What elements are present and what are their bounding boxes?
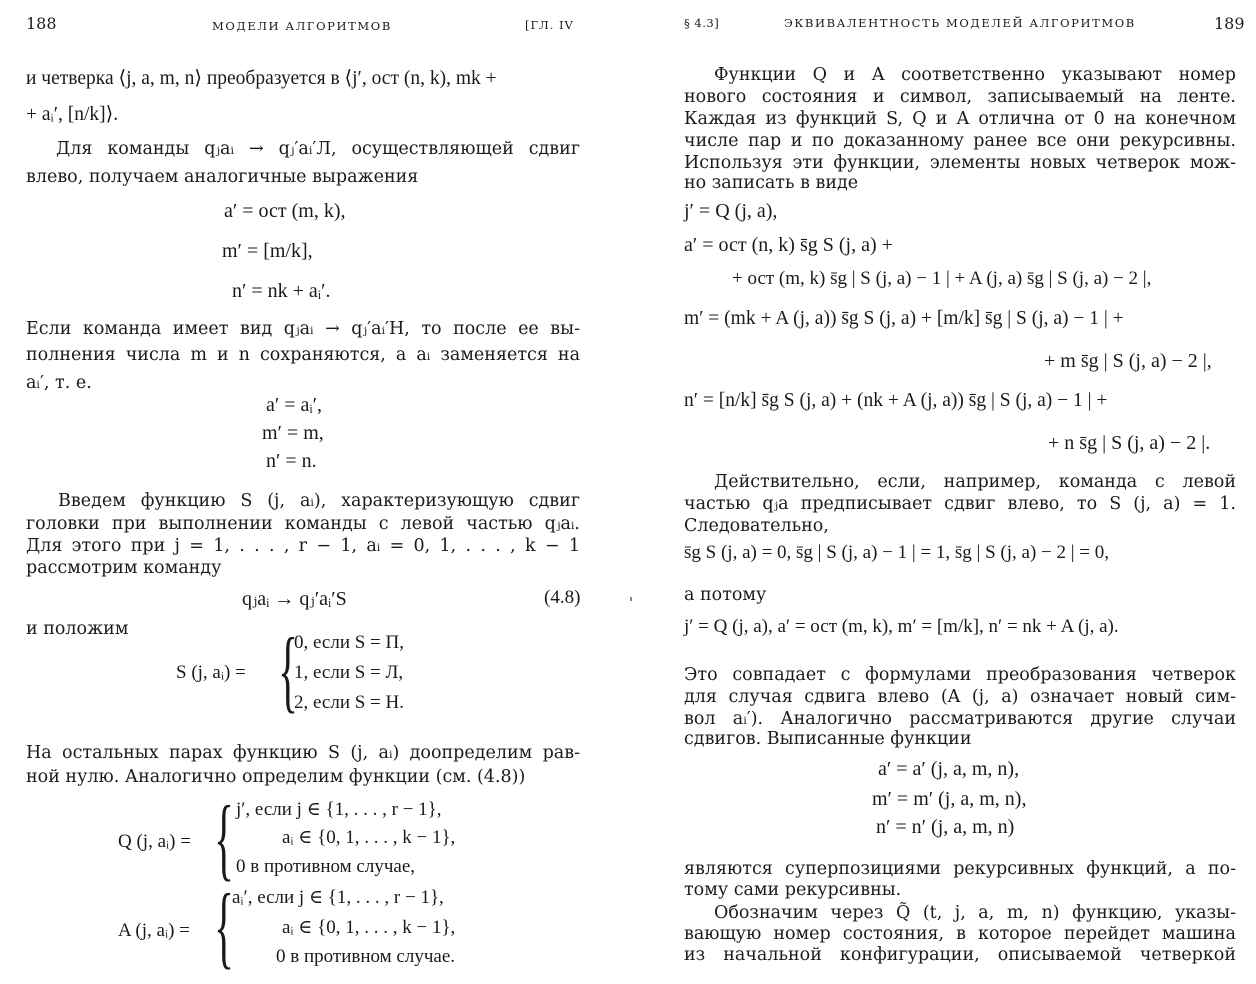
case-row: aᵢ′, если j ∈ {1, . . . , r − 1},	[232, 887, 444, 908]
case-row: 2, если S = Н.	[294, 692, 404, 713]
left-brace: {	[214, 875, 234, 977]
equation-result: j′ = Q (j, a), a′ = ост (m, k), m′ = [m/k], n′ = nk + A (j, a).	[684, 616, 1119, 637]
paragraph-line: влево, получаем аналогичные выражения	[26, 167, 419, 187]
equation-sg-values: s̄g S (j, a) = 0, s̄g | S (j, a) − 1 | = 1, s̄g | S (j, a) − 2 | = 0,	[684, 542, 1110, 563]
equation-m-prime: m′ = [m/k],	[222, 240, 313, 262]
intro-line-2: + aᵢ′, [n/k]⟩.	[26, 104, 119, 125]
paragraph-line: Действительно, если, например, команда с левой	[714, 472, 1236, 492]
equation-a-prime-line1: a′ = ост (n, k) s̄g S (j, a) +	[684, 234, 893, 256]
paragraph-line: вол aᵢ′). Аналогично рассматриваются другие случаи	[684, 709, 1236, 729]
equation-fm: m′ = m′ (j, a, m, n),	[872, 788, 1027, 810]
equation-n-prime-line1: n′ = [n/k] s̄̄g S (j, a) + (nk + A (j, a)) s̄g | S (j, a) − 1 | +	[684, 390, 1108, 411]
equation-j-prime: j′ = Q (j, a),	[684, 200, 778, 222]
case-row: aᵢ ∈ {0, 1, . . . , k − 1},	[282, 827, 456, 848]
paragraph-line: Это совпадает с формулами преобразования четверок	[684, 665, 1236, 685]
paragraph-line: головки при выполнении команды с левой частью qⱼaᵢ.	[26, 514, 580, 534]
running-head-right: ЭКВИВАЛЕНТНОСТЬ МОДЕЛЕЙ АЛГОРИТМОВ	[784, 16, 1136, 30]
paragraph-line: нового состояния и символ, записываемый на ленте.	[684, 87, 1236, 107]
page-number-right: 189	[1214, 14, 1245, 33]
para2-line	[714, 471, 1236, 493]
equation-h-a: a′ = aᵢ′,	[266, 394, 323, 416]
paragraph-line: Следовательно,	[684, 516, 829, 536]
equation-m-prime-line1: m′ = (mk + A (j, a)) s̄̄g S (j, a) + [m/k] s̄g | S (j, a) − 1 | +	[684, 308, 1124, 329]
chapter-ref: [ГЛ. IV	[525, 18, 574, 32]
para3-line	[684, 664, 1236, 686]
para5-line	[714, 902, 1236, 924]
paragraph-line: Каждая из функций S, Q и A отлична от 0 на конечном	[684, 109, 1236, 129]
paragraph-line: На остальных парах функцию S (j, aᵢ) доопределим рав-	[26, 743, 580, 763]
equation-n-prime-line2: + n s̄g | S (j, a) − 2 |.	[1048, 432, 1211, 454]
case-row: 0 в противном случае,	[236, 856, 415, 877]
paragraph-h-command-2	[26, 344, 580, 366]
para4-line	[684, 858, 1236, 880]
paragraph-line: вающую номер состояния, в которое перейдет машина	[684, 924, 1236, 944]
para5-line	[684, 923, 1236, 945]
paragraph-line: Если команда имеет вид qⱼaᵢ → qⱼ′aᵢ′Н, то после ее вы-	[26, 319, 580, 339]
paragraph-line: Введем функцию S (j, aᵢ), характеризующую сдвиг	[58, 491, 580, 511]
equation-a-prime: a′ = ост (m, k),	[224, 200, 346, 222]
paragraph-left-shift	[56, 138, 580, 160]
paragraph-line: тому сами рекурсивны.	[684, 880, 902, 900]
case-row: aᵢ ∈ {0, 1, . . . , k − 1},	[282, 917, 456, 938]
equation-4-8: qⱼaᵢ → qⱼ′aᵢ′S	[242, 588, 347, 610]
paragraph-line: ной нулю. Аналогично определим функции (см. (4.8))	[26, 767, 526, 787]
left-brace: {	[214, 787, 234, 889]
paragraph-line: но записать в виде	[684, 173, 859, 193]
paragraph-S-3	[26, 535, 580, 557]
para1-line	[684, 152, 1236, 174]
equation-fa: a′ = a′ (j, a, m, n),	[878, 758, 1020, 780]
para1-line	[684, 130, 1236, 152]
para3-line	[684, 686, 1236, 708]
case-row: 1, если S = Л,	[294, 662, 404, 683]
equation-h-n: n′ = n.	[266, 450, 317, 472]
para5-line	[684, 944, 1236, 966]
paragraph-line: для случая сдвига влево (A (j, a) означает новый сим-	[684, 687, 1236, 707]
para1-line	[684, 108, 1236, 130]
paragraph-line: сдвигов. Выписанные функции	[684, 729, 972, 749]
right-page	[628, 0, 1256, 984]
running-head-left: МОДЕЛИ АЛГОРИТМОВ	[212, 19, 392, 33]
thus-label: а потому	[684, 585, 767, 605]
paragraph-line: из начальной конфигурации, описываемой четверкой	[684, 945, 1236, 965]
para1-line	[684, 86, 1236, 108]
equation-m-prime-line2: + m s̄g | S (j, a) − 2 |,	[1044, 350, 1212, 372]
paragraph-line: числе пар и по доказанному ранее все они рекурсивны.	[684, 131, 1236, 151]
equation-n-prime: n′ = nk + aᵢ′.	[232, 280, 331, 302]
page-number-left: 188	[26, 14, 57, 33]
paragraph-h-command	[26, 318, 580, 340]
paragraph-line: aᵢ′, т. е.	[26, 373, 92, 393]
equation-a-prime-line2: + ост (m, k) s̄g | S (j, a) − 1 | + A (j, a) s̄g | S (j, a) − 2 |,	[732, 268, 1152, 289]
case-row: 0 в противном случае.	[276, 946, 455, 967]
paragraph-line: частью qⱼa предписывает сдвиг влево, то S (j, a) = 1.	[684, 494, 1236, 514]
paragraph-line: Для этого при j = 1, . . . , r − 1, aᵢ = 0, 1, . . . , k − 1	[26, 536, 580, 556]
put-label: и положим	[26, 619, 129, 639]
section-ref: § 4.3]	[684, 16, 720, 30]
S-lhs: S (j, aᵢ) =	[176, 662, 246, 683]
left-brace: {	[278, 619, 298, 721]
equation-h-m: m′ = m,	[262, 422, 324, 444]
paragraph-S	[58, 490, 580, 512]
paragraph-rest	[26, 742, 580, 764]
intro-line-1: и четверка ⟨j, a, m, n⟩ преобразуется в ⟨j′, ост (n, k), mk +	[26, 68, 497, 89]
paragraph-line: рассмотрим команду	[26, 558, 222, 578]
paragraph-line: полнения числа m и n сохраняются, а aᵢ заменяется на	[26, 345, 580, 365]
paragraph-line: Используя эти функции, элементы новых четверок мож-	[684, 153, 1236, 173]
equation-fn: n′ = n′ (j, a, m, n)	[876, 816, 1015, 838]
paragraph-line: Обозначим через Q̃ (t, j, a, m, n) функцию, указы-	[714, 903, 1236, 923]
para1-line	[714, 64, 1236, 86]
paragraph-S-2	[26, 513, 580, 535]
A-lhs: A (j, aᵢ) =	[118, 920, 190, 941]
paragraph-line: Функции Q и A соответственно указывают номер	[714, 65, 1236, 85]
Q-lhs: Q (j, aᵢ) =	[118, 831, 191, 852]
para2-line	[684, 493, 1236, 515]
equation-number: (4.8)	[544, 587, 581, 608]
para3-line	[684, 708, 1236, 730]
case-row: j′, если j ∈ {1, . . . , r − 1},	[236, 799, 442, 820]
paragraph-line: являются суперпозициями рекурсивных функций, а по-	[684, 859, 1236, 879]
paragraph-line: Для команды qⱼaᵢ → qⱼ′aᵢ′Л, осуществляющей сдвиг	[56, 139, 580, 159]
case-row: 0, если S = П,	[294, 632, 404, 653]
